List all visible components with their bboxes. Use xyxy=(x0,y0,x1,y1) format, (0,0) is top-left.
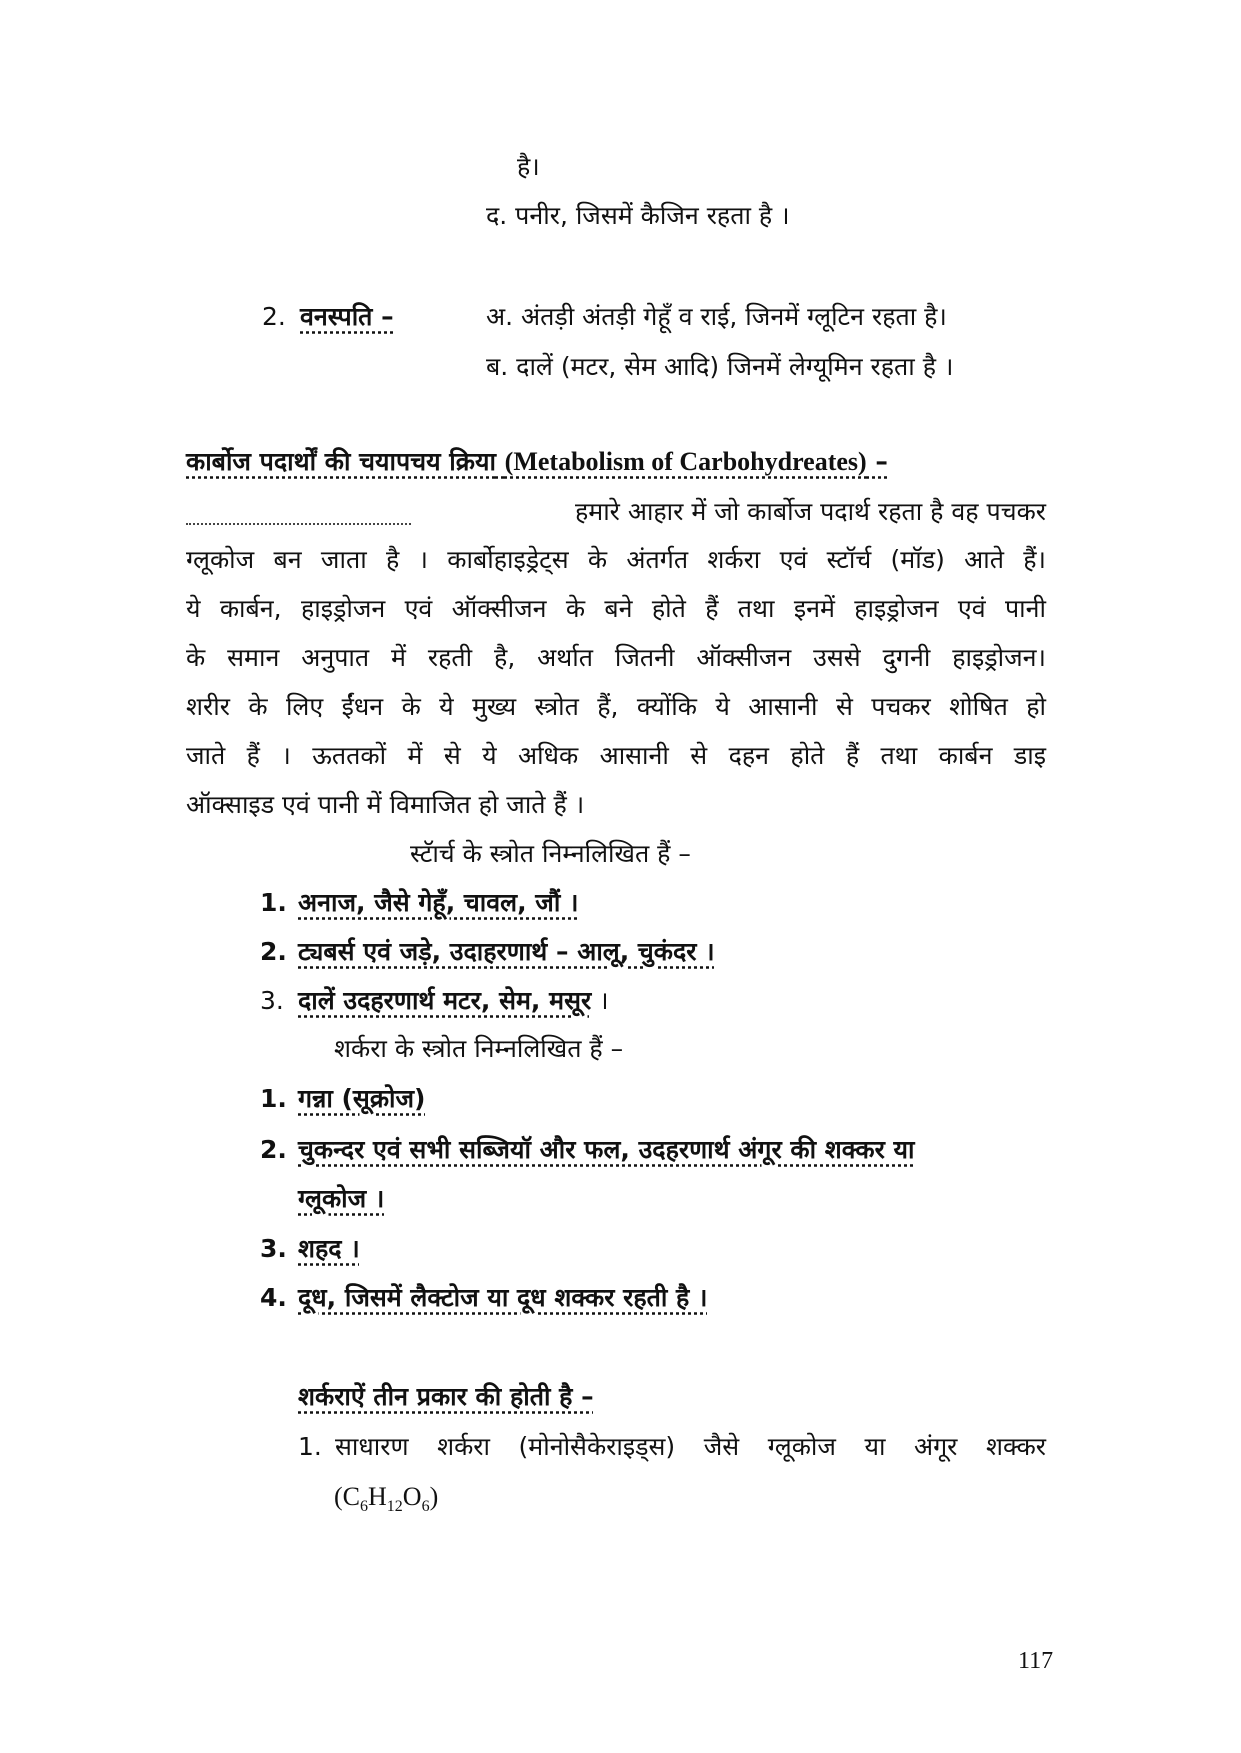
metabolism-line-5: शरीर के लिए ईंधन के ये मुख्य स्त्रोत हैं, क्योंकि ये आसानी से पचकर शोषित हो xyxy=(186,692,1046,721)
page-number: 117 xyxy=(1018,1648,1054,1674)
starch-item-3-num: 3. xyxy=(260,986,284,1015)
continuation-line: है। xyxy=(517,152,540,181)
metabolism-line-7: ऑक्साइड एवं पानी में विमाजित हो जाते हैं । xyxy=(186,790,585,819)
sugar-intro: शर्करा के स्त्रोत निम्नलिखित हैं – xyxy=(334,1034,624,1063)
metabolism-heading-hindi: कार्बोज पदार्थों की चयापचय क्रिया xyxy=(186,447,496,476)
vanaspati-heading: वनस्पति – xyxy=(300,302,394,331)
starch-item-1: अनाज, जैसे गेहूँ, चावल, जौं । xyxy=(298,888,579,917)
sugar-item-2: चुकन्दर एवं सभी सब्जियॉ और फल, उदहरणार्थ अंगूर की शक्कर या xyxy=(298,1135,915,1164)
starch-item-3: दालें उदहरणार्थ मटर, सेम, मसूर । xyxy=(298,986,609,1015)
sugar-item-2-cont: ग्लूकोज । xyxy=(298,1184,385,1213)
metabolism-line-1: हमारे आहार में जो कार्बोज पदार्थ रहता है वह पचकर xyxy=(186,495,1046,529)
metabolism-line-2: ग्लूकोज बन जाता है । कार्बोहाइड्रेट्स के अंतर्गत शर्करा एवं स्टॉर्च (मॉड) आते हैं। xyxy=(186,545,1046,574)
sugar-item-1-num: 1. xyxy=(260,1084,287,1113)
sugar-item-2-num: 2. xyxy=(260,1135,287,1164)
metabolism-line-3: ये कार्बन, हाइड्रोजन एवं ऑक्सीजन के बने होते हैं तथा इनमें हाइड्रोजन एवं पानी xyxy=(186,594,1046,623)
metabolism-line-4: के समान अनुपात में रहती है, अर्थात जितनी ऑक्सीजन उससे दुगनी हाइड्रोजन। xyxy=(186,643,1046,672)
blank-dotted-line xyxy=(186,501,411,525)
sugar-item-1: गन्ना (सूक्रोज) xyxy=(298,1084,426,1113)
sugar-types-heading: शर्कराऐं तीन प्रकार की होती है – xyxy=(298,1382,594,1411)
vanaspati-number: 2. xyxy=(262,302,286,331)
starch-intro: स्टॅार्च के स्त्रोत निम्नलिखित हैं – xyxy=(410,839,691,868)
starch-item-2-num: 2. xyxy=(260,937,287,966)
metabolism-heading-dash: – xyxy=(866,447,888,476)
starch-item-2: ट्यबर्स एवं जड़े, उदाहरणार्थ – आलू, चुकंदर । xyxy=(298,937,715,966)
sugar-item-3-num: 3. xyxy=(260,1234,287,1263)
metabolism-line-6: जाते हैं । ऊततकों में से ये अधिक आसानी से दहन होते हैं तथा कार्बन डाइ xyxy=(186,741,1046,770)
sugar-type-1-num: 1. xyxy=(298,1432,322,1461)
metabolism-heading xyxy=(186,445,888,479)
glucose-formula: $(C_6H_{12}O_6)$ xyxy=(334,1482,439,1516)
vanaspati-line-a: अ. अंतड़ी अंतड़ी गेहूँ व राई, जिनमें ग्लूटिन रहता है। xyxy=(486,302,947,331)
metabolism-heading-english: (Metabolism of Carbohydreates) xyxy=(504,447,867,476)
sugar-item-4-num: 4. xyxy=(260,1283,287,1312)
paneer-line: द. पनीर, जिसमें कैजिन रहता है । xyxy=(486,201,790,230)
vanaspati-line-b: ब. दालें (मटर, सेम आदि) जिनमें लेग्यूमिन रहता है । xyxy=(486,352,954,381)
starch-item-1-num: 1. xyxy=(260,888,287,917)
sugar-type-1: साधारण शर्करा (मोनोसैकेराइड्स) जैसे ग्लूकोज या अंगूर शक्कर xyxy=(335,1432,1046,1461)
sugar-item-4: दूध, जिसमें लैक्टोज या दूध शक्कर रहती है । xyxy=(298,1283,708,1312)
sugar-item-3: शहद । xyxy=(298,1234,360,1263)
